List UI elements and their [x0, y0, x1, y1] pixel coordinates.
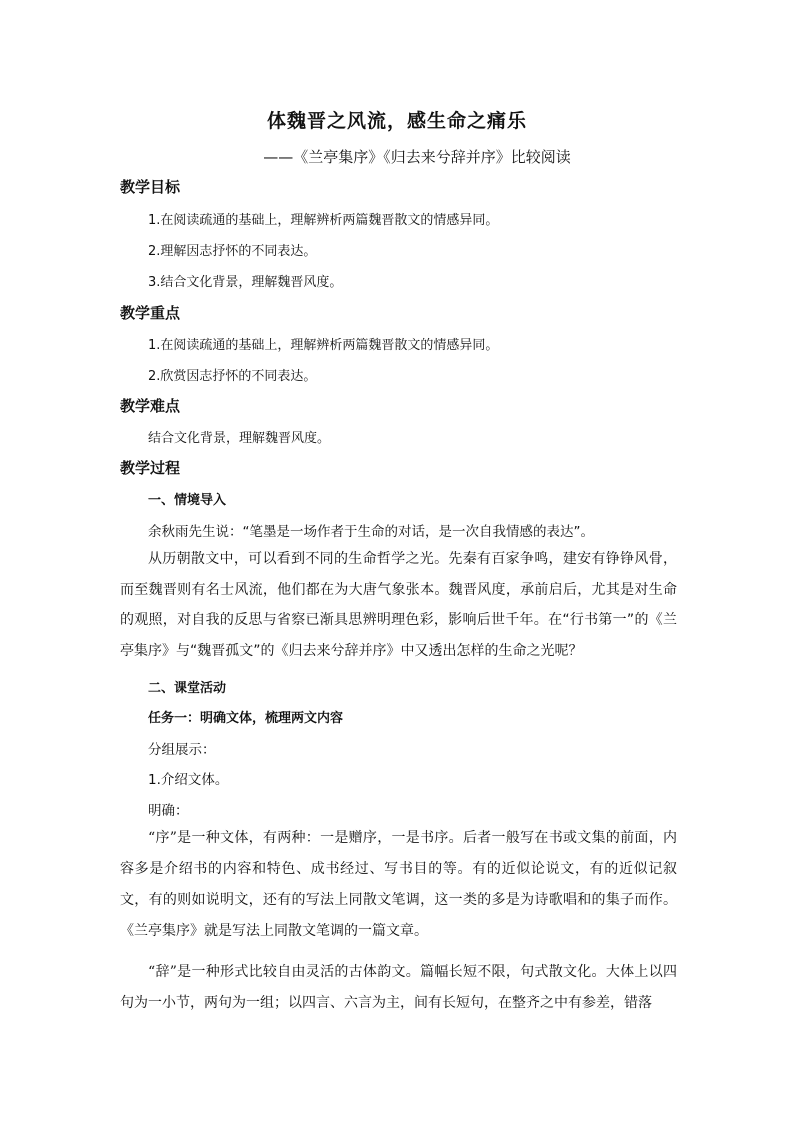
- part1-heading: 一、情境导入: [148, 493, 227, 508]
- step1-text: 1.介绍文体。: [148, 772, 229, 788]
- heading-objectives: 教学目标: [120, 178, 181, 196]
- document-subtitle: ——《兰亭集序》《归去来兮辞并序》比较阅读: [263, 148, 571, 166]
- clarify-label: 明确：: [148, 803, 189, 819]
- group-show-label: 分组展示：: [148, 742, 216, 758]
- xu-paragraph: “序”是一种文体，有两种：一是赠序，一是书序。后者一般写在书或文集的前面，内容多是介绍书的内容和特色、成书经过、写书目的等。有的近似论说文，有的近似记叙文，有的则如说明文，还有的写法上同散文笔调，这一类的多是为诗歌唱和的集子而作。《兰亭集序》就是写法上同散文笔调的一篇文章。: [120, 830, 677, 939]
- part2-heading: 二、课堂活动: [148, 681, 227, 696]
- heading-difficulties: 教学难点: [120, 397, 181, 415]
- objective-item-2: 2.理解因志抒怀的不同表达。: [148, 244, 317, 259]
- objective-item-1: 1.在阅读疏通的基础上，理解辨析两篇魏晋散文的情感异同。: [148, 213, 499, 228]
- part1-quote: 余秋雨先生说：“笔墨是一场作者于生命的对话，是一次自我情感的表达”。: [148, 524, 594, 540]
- key-point-item-1: 1.在阅读疏通的基础上，理解辨析两篇魏晋散文的情感异同。: [148, 338, 499, 353]
- difficulty-text: 结合文化背景，理解魏晋风度。: [148, 431, 331, 446]
- ci-paragraph: “辞”是一种形式比较自由灵活的古体韵文。篇幅长短不限，句式散文化。大体上以四句为一小节，两句为一组；以四言、六言为主，间有长短句，在整齐之中有参差，错落: [120, 964, 677, 1011]
- key-point-item-2: 2.欣赏因志抒怀的不同表达。: [148, 369, 317, 384]
- document-title: 体魏晋之风流，感生命之痛乐: [266, 110, 527, 132]
- task1-heading: 任务一：明确文体，梳理两文内容: [148, 711, 344, 726]
- objective-item-3: 3.结合文化背景，理解魏晋风度。: [148, 275, 343, 290]
- heading-key-points: 教学重点: [120, 304, 181, 322]
- part1-paragraph: 从历朝散文中，可以看到不同的生命哲学之光。先秦有百家争鸣，建安有铮铮风骨，而至魏晋则有名士风流，他们都在为大唐气象张本。魏晋风度，承前启后，尤其是对生命的观照，对自我的反思与省察已渐具思辨明理色彩，影响后世千年。在“行书第一”的《兰亭集序》与“魏晋孤文”的《归去来兮辞并序》中又透出怎样的生命之光呢？: [120, 551, 677, 659]
- heading-process: 教学过程: [120, 459, 181, 477]
